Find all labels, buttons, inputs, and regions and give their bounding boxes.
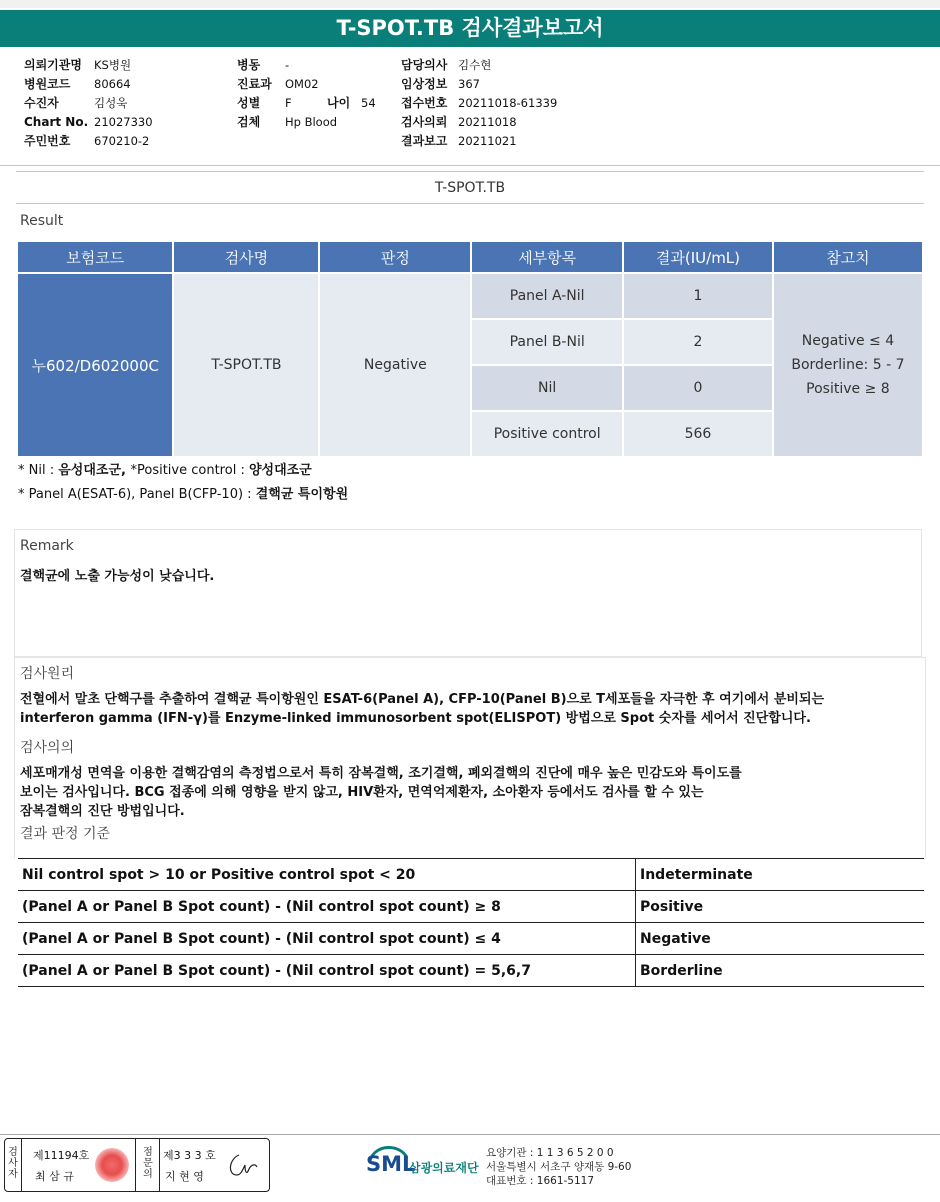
sex-value: F [285, 96, 292, 110]
examinee-value: 김성욱 [94, 96, 128, 110]
label: 검사의뢰 [401, 115, 448, 129]
label: 의뢰기관명 [24, 58, 82, 72]
phone: 대표번호 : 1661-5117 [486, 1175, 595, 1187]
significance-line: 세포매개성 면역을 이용한 결핵감염의 측정법으로서 특히 잠복결핵, 조기결핵, 폐외결핵의 진단에 매우 높은 민감도와 특이도를 [20, 766, 742, 781]
criteria-result: Negative [636, 923, 925, 955]
report-value: 20211021 [458, 134, 517, 148]
result-value: 1 [624, 274, 772, 318]
report-title: T-SPOT.TB 검사결과보고서 [0, 10, 940, 47]
dept-value: OM02 [285, 77, 319, 91]
label: 결과보고 [401, 134, 448, 148]
col-header: 세부항목 [472, 242, 622, 272]
reference-range [774, 274, 922, 456]
top-strip [0, 0, 940, 8]
criteria-condition: Nil control spot > 10 or Positive control spot < 20 [18, 859, 636, 891]
label: 병동 [237, 58, 261, 72]
patient-info-col1 [24, 56, 153, 151]
age-value: 54 [361, 96, 376, 110]
footer-divider [0, 1134, 940, 1135]
patient-info-col3 [401, 56, 557, 151]
result-value: 2 [624, 320, 772, 364]
label: 나이 [327, 96, 351, 110]
note-text: * Nil : [18, 463, 59, 478]
header-divider [0, 165, 940, 166]
reviewer-license: 제3 3 3 호 [163, 1149, 216, 1162]
institution-value: KS병원 [94, 58, 132, 72]
divider [16, 203, 924, 204]
label: 임상정보 [401, 77, 448, 91]
table-row [18, 955, 924, 987]
reference-line: Positive ≥ 8 [806, 381, 890, 397]
col-header: 판정 [320, 242, 470, 272]
criteria-result: Positive [636, 891, 925, 923]
result-value: 0 [624, 366, 772, 410]
divider [21, 1139, 22, 1191]
detail-item: Nil [472, 366, 622, 410]
criteria-label: 결과 판정 기준 [20, 826, 111, 842]
table-row [18, 891, 924, 923]
label: Chart No. [24, 115, 89, 129]
label: 성별 [237, 96, 261, 110]
sml-logo: SML [366, 1152, 416, 1176]
label: 수진자 [24, 96, 59, 110]
signature-box [4, 1138, 270, 1192]
criteria-condition: (Panel A or Panel B Spot count) - (Nil control spot count) = 5,6,7 [18, 955, 636, 987]
reviewer-name: 지 현 영 [165, 1170, 204, 1183]
note-text: 음성대조군, [58, 463, 131, 478]
criteria-result: Indeterminate [636, 859, 925, 891]
info-box [14, 657, 926, 858]
address: 서울특별시 서초구 양재동 9-60 [486, 1161, 632, 1173]
col-header: 검사명 [174, 242, 318, 272]
request-value: 20211018 [458, 115, 517, 129]
detail-item: Panel A-Nil [472, 274, 622, 318]
remark-box [14, 529, 922, 657]
label: 검체 [237, 115, 261, 129]
table-row [18, 923, 924, 955]
specimen-value: Hp Blood [285, 115, 338, 129]
reference-line: Negative ≤ 4 [801, 333, 895, 349]
col-header: 결과(IU/mL) [624, 242, 772, 272]
principle-line: interferon gamma (IFN-γ)를 Enzyme-linked immunosorbent spot(ELISPOT) 방법으로 Spot 숫자를 세어서 진단합니다. [20, 711, 811, 726]
significance-line: 잠복결핵의 진단 방법입니다. [20, 804, 185, 819]
significance-label: 검사의의 [20, 740, 75, 756]
tester-label: 검사자 [8, 1147, 18, 1180]
label: 접수번호 [401, 96, 448, 110]
label: 담당의사 [401, 58, 448, 72]
seal-stamp-icon [95, 1148, 129, 1182]
criteria-result: Borderline [636, 955, 925, 987]
divider [135, 1139, 136, 1191]
foundation-name: 삼광의료재단 [409, 1161, 479, 1175]
table-row [18, 859, 924, 891]
reference-line: Borderline: 5 - 7 [791, 357, 905, 373]
foundation-address [486, 1146, 631, 1188]
principle-label: 검사원리 [20, 666, 75, 682]
receipt-value: 20211018-61339 [458, 96, 558, 110]
doctor-value: 김수현 [458, 58, 492, 72]
inst-no: 요양기관 : 1 1 3 6 5 2 0 0 [486, 1147, 614, 1159]
test-name: T-SPOT.TB [174, 274, 318, 456]
hospital-code-value: 80664 [94, 77, 131, 91]
result-value: 566 [624, 412, 772, 456]
result-label: Result [20, 213, 64, 229]
note-controls [18, 459, 312, 478]
label: 진료과 [237, 77, 272, 91]
reviewer-label: 점문의 [143, 1147, 153, 1180]
note-text: * Panel A(ESAT-6), Panel B(CFP-10) : [18, 487, 256, 502]
insurance-code: 누602/D602000C [18, 274, 172, 456]
col-header: 참고치 [774, 242, 922, 272]
tester-license: 제11194호 [33, 1149, 90, 1162]
note-text: 결핵균 특이항원 [255, 487, 349, 502]
note-text: *Positive control : [130, 463, 249, 478]
chart-value: 21027330 [94, 115, 153, 129]
signature-icon [225, 1151, 261, 1181]
col-header: 보험코드 [18, 242, 172, 272]
tester-name: 최 삼 규 [35, 1170, 74, 1183]
detail-item: Positive control [472, 412, 622, 456]
judgment: Negative [320, 274, 470, 456]
clinical-value: 367 [458, 77, 480, 91]
rrn-value: 670210-2 [94, 134, 150, 148]
criteria-condition: (Panel A or Panel B Spot count) - (Nil control spot count) ≤ 4 [18, 923, 636, 955]
criteria-condition: (Panel A or Panel B Spot count) - (Nil control spot count) ≥ 8 [18, 891, 636, 923]
label: 병원코드 [24, 77, 71, 91]
criteria-table [18, 858, 924, 987]
divider [159, 1139, 160, 1191]
remark-label: Remark [20, 538, 74, 554]
result-table [16, 240, 924, 458]
patient-info-col2 [237, 56, 376, 132]
divider [16, 171, 924, 172]
significance-line: 보이는 검사입니다. BCG 접종에 의해 영향을 받지 않고, HIV환자, 면역억제환자, 소아환자 등에서도 검사를 할 수 있는 [20, 785, 704, 800]
detail-item: Panel B-Nil [472, 320, 622, 364]
principle-line: 전혈에서 말초 단핵구를 추출하여 결핵균 특이항원인 ESAT-6(Panel A), CFP-10(Panel B)으로 T세포들을 자극한 후 여기에서 분비되는 [20, 692, 825, 707]
ward-value: - [285, 58, 290, 72]
remark-text: 결핵균에 노출 가능성이 낮습니다. [20, 569, 215, 584]
section-title: T-SPOT.TB [434, 180, 506, 196]
label: 주민번호 [24, 134, 71, 148]
note-text: 양성대조군 [248, 463, 312, 478]
note-panels [18, 483, 348, 502]
